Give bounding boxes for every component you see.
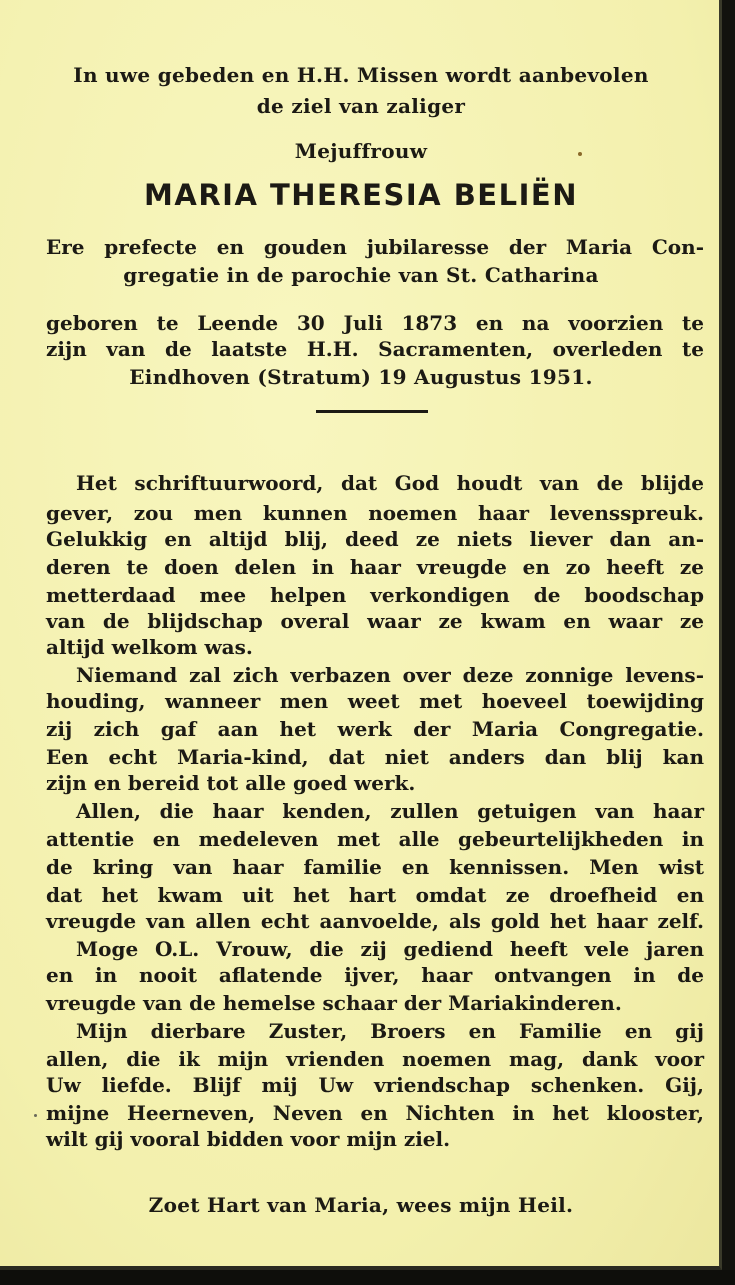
intro-line-2: gregatie in de parochie van St. Catharina [123, 263, 599, 287]
body-line: zijn en bereid tot alle goed werk. [46, 771, 416, 795]
body-line: Het schriftuurwoord, dat God houdt van de blijde [76, 471, 704, 495]
card-bottom-shadow [0, 1270, 735, 1285]
body-line: deren te doen delen in haar vreugde en zo heeft ze [46, 555, 704, 579]
body-line: Allen, die haar kenden, zullen getuigen van haar [76, 799, 704, 823]
body-line: Uw liefde. Blijf mij Uw vriendschap schenken. Gij, [46, 1073, 704, 1097]
header-line-1: In uwe gebeden en H.H. Missen wordt aanbevolen [73, 63, 649, 87]
card-edge-shadow [722, 0, 735, 1285]
body-line: de kring van haar familie en kennissen. Men wist [46, 855, 704, 879]
closing-prayer: Zoet Hart van Maria, wees mijn Heil. [148, 1193, 574, 1217]
body-line: van de blijdschap overal waar ze kwam en waar ze [46, 609, 704, 633]
body-line: attentie en medeleven met alle gebeurtelijkheden in [46, 827, 704, 851]
body-line: vreugde van de hemelse schaar der Mariakinderen. [46, 991, 622, 1015]
body-line: en in nooit aflatende ijver, haar ontvangen in de [46, 963, 704, 987]
deceased-name: MARIA THERESIA BELIËN [144, 178, 578, 212]
intro-line-1: Ere prefecte en gouden jubilaresse der Maria Con- [46, 235, 704, 259]
honorific: Mejuffrouw [294, 139, 428, 163]
body-line: Gelukkig en altijd blij, deed ze niets liever dan an- [46, 527, 704, 551]
body-line: Moge O.L. Vrouw, die zij gediend heeft vele jaren [76, 937, 704, 961]
header-line-2: de ziel van zaliger [256, 94, 466, 118]
intro-line-4: zijn van de laatste H.H. Sacramenten, overleden te [46, 337, 704, 361]
intro-line-3: geboren te Leende 30 Juli 1873 en na voorzien te [46, 311, 704, 335]
body-line: allen, die ik mijn vrienden noemen mag, dank voor [46, 1047, 704, 1071]
body-line: wilt gij vooral bidden voor mijn ziel. [46, 1127, 451, 1151]
body-line: metterdaad mee helpen verkondigen de boodschap [46, 583, 704, 607]
body-line: vreugde van allen echt aanvoelde, als gold het haar zelf. [46, 909, 704, 933]
body-line: zij zich gaf aan het werk der Maria Congregatie. [46, 717, 704, 741]
ink-speck [34, 1114, 37, 1117]
intro-line-5: Eindhoven (Stratum) 19 Augustus 1951. [129, 365, 593, 389]
body-line: dat het kwam uit het hart omdat ze droefheid en [46, 883, 704, 907]
body-line: houding, wanneer men weet met hoeveel toewijding [46, 689, 704, 713]
body-line: Niemand zal zich verbazen over deze zonnige levens- [76, 663, 704, 687]
divider-rule [316, 410, 428, 413]
body-line: Een echt Maria-kind, dat niet anders dan blij kan [46, 745, 704, 769]
body-line: altijd welkom was. [46, 635, 253, 659]
ink-speck [578, 152, 582, 156]
body-line: gever, zou men kunnen noemen haar levensspreuk. [46, 501, 704, 525]
body-line: mijne Heerneven, Neven en Nichten in het klooster, [46, 1101, 704, 1125]
body-line: Mijn dierbare Zuster, Broers en Familie en gij [76, 1019, 704, 1043]
